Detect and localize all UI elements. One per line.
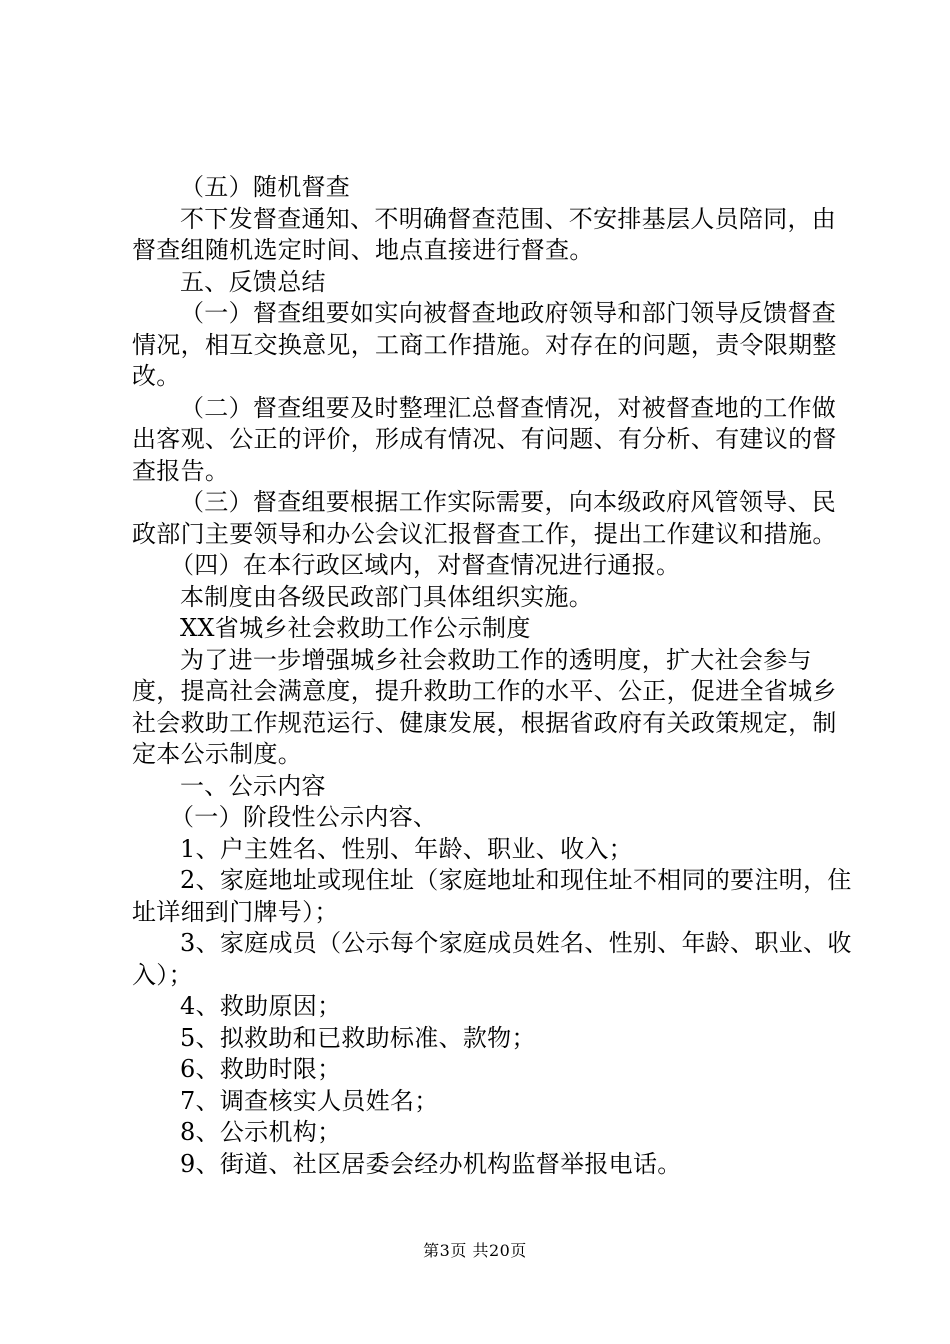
subsection-heading: （一）阶段性公示内容、	[170, 803, 438, 831]
list-item: 4、救助原因；	[180, 992, 342, 1020]
paragraph: 为了进一步增强城乡社会救助工作的透明度，扩大社会参与度，提高社会满意度，提升救助工作的水平、公正，促进全省城乡社会救助工作规范运行、健康发展，根据省政府有关政策规定，制定本公示制度。	[132, 645, 837, 768]
paragraph: 本制度由各级民政部门具体组织实施。	[180, 582, 594, 611]
paragraph: 不下发督查通知、不明确督查范围、不安排基层人员陪同，由督查组随机选定时间、地点直接进行督查。	[132, 204, 837, 264]
list-item: 8、公示机构；	[180, 1118, 342, 1146]
page-number-footer: 第3页 共20页	[423, 1241, 527, 1260]
paragraph: （二）督查组要及时整理汇总督查情况，对被督查地的工作做出客观、公正的评价，形成有情况、有问题、有分析、有建议的督查报告。	[132, 393, 837, 485]
list-item: 3、家庭成员（公示每个家庭成员姓名、性别、年龄、职业、收入）；	[132, 929, 852, 989]
list-item: 6、救助时限；	[180, 1055, 342, 1083]
section-heading-disclosure-content: 一、公示内容	[180, 771, 326, 800]
list-item: 2、家庭地址或现住址（家庭地址和现住址不相同的要注明，住址详细到门牌号）；	[132, 866, 852, 926]
list-item: 7、调查核实人员姓名；	[180, 1086, 439, 1115]
paragraph: （四）在本行政区域内，对督查情况进行通报。	[170, 551, 681, 579]
paragraph: （三）督查组要根据工作实际需要，向本级政府风管领导、民政部门主要领导和办公会议汇报督查工作，提出工作建议和措施。	[132, 488, 837, 548]
list-item: 1、户主姓名、性别、年龄、职业、收入；	[180, 834, 633, 863]
section-heading-feedback: 五、反馈总结	[180, 267, 326, 296]
list-item: 5、拟救助和已救助标准、款物；	[180, 1023, 536, 1052]
document-title: XX省城乡社会救助工作公示制度	[180, 614, 531, 642]
document-body	[132, 172, 852, 1180]
paragraph: （一）督查组要如实向被督查地政府领导和部门领导反馈督查情况，相互交换意见，工商工作措施。对存在的问题，责令限期整改。	[132, 299, 837, 390]
paragraph-heading-random-inspection: （五）随机督查	[180, 173, 351, 201]
list-item: 9、街道、社区居委会经办机构监督举报电话。	[180, 1149, 682, 1178]
